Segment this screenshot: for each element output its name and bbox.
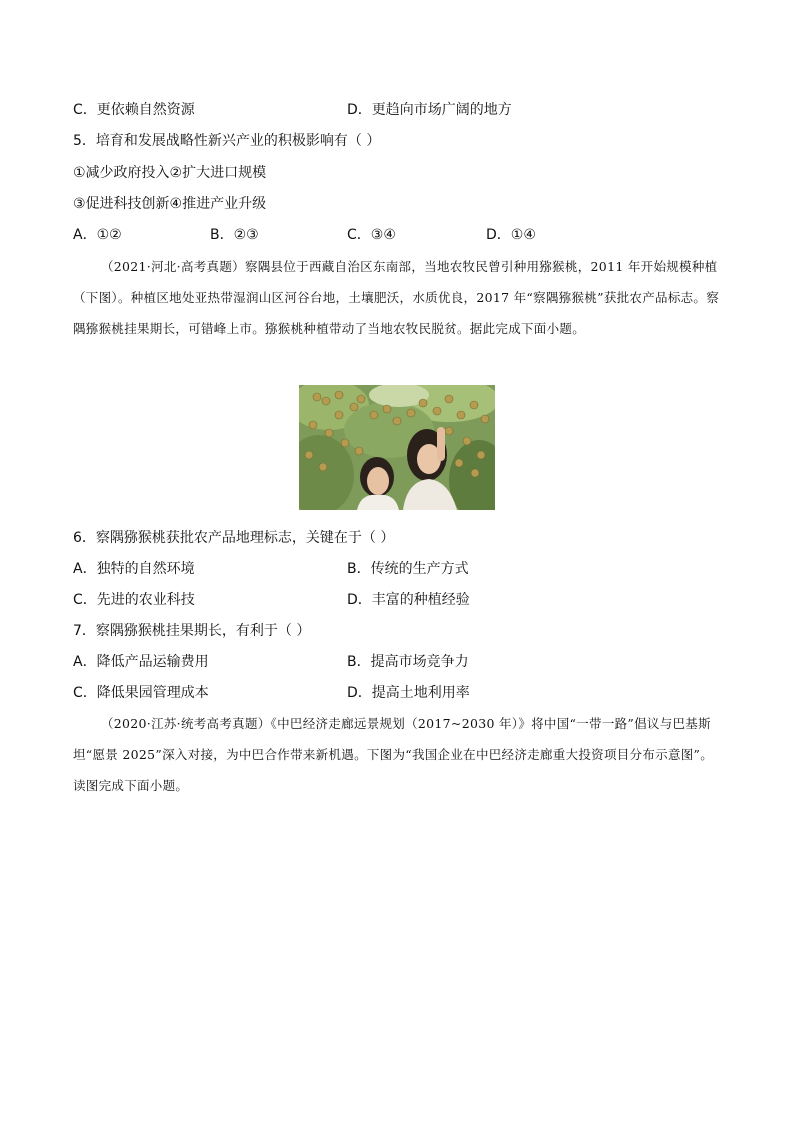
q6-stem: 6．察隅猕猴桃获批农产品地理标志，关键在于（ ）: [73, 530, 395, 546]
q5-items-line1: ①减少政府投入②扩大进口规模: [73, 165, 267, 181]
passage-cpec: （2020·江苏·统考高考真题）《中巴经济走廊远景规划（2017~2030 年）》将中国“一带一路”倡议与巴基斯坦“愿景 2025”深入对接，为中巴合作带来新机遇。下图为“我国企业在中巴经济走廊重大投资项目分布示意图”。读图完成下面小题。: [73, 716, 714, 793]
q4-option-c: C．更依赖自然资源: [73, 102, 195, 118]
q6-option-b: B．传统的生产方式: [347, 561, 469, 577]
q7-stem: 7．察隅猕猴桃挂果期长，有利于（ ）: [73, 623, 311, 639]
q7-option-d: D．提高土地利用率: [347, 685, 470, 701]
q5-option-b: B．②③: [210, 227, 259, 243]
q4-option-d: D．更趋向市场广阔的地方: [347, 102, 512, 118]
q6-option-c: C．先进的农业科技: [73, 592, 195, 608]
q7-option-b: B．提高市场竞争力: [347, 654, 469, 670]
q5-option-d: D．①④: [486, 227, 536, 243]
q7-option-c: C．降低果园管理成本: [73, 685, 209, 701]
q6-option-a: A．独特的自然环境: [73, 561, 195, 577]
q5-option-c: C．③④: [347, 227, 396, 243]
q5-option-a: A．①②: [73, 227, 122, 243]
q5-stem: 5．培育和发展战略性新兴产业的积极影响有（ ）: [73, 133, 381, 149]
q6-option-d: D．丰富的种植经验: [347, 592, 470, 608]
passage-chayu-kiwi: （2021·河北·高考真题）察隅县位于西藏自治区东南部，当地农牧民曾引种用猕猴桃，2011 年开始规模种植（下图）。种植区地处亚热带湿润山区河谷台地，土壤肥沃，水质优良，2017 年“察隅猕猴桃”获批农产品标志。察隅猕猴桃挂果期长，可错峰上市。猕猴桃种植带动了当地农牧民脱贫。据此完成下面小题。: [73, 259, 720, 336]
q5-items-line2: ③促进科技创新④推进产业升级: [73, 196, 267, 212]
kiwi-orchard-photo: [299, 385, 495, 510]
q7-option-a: A．降低产品运输费用: [73, 654, 209, 670]
